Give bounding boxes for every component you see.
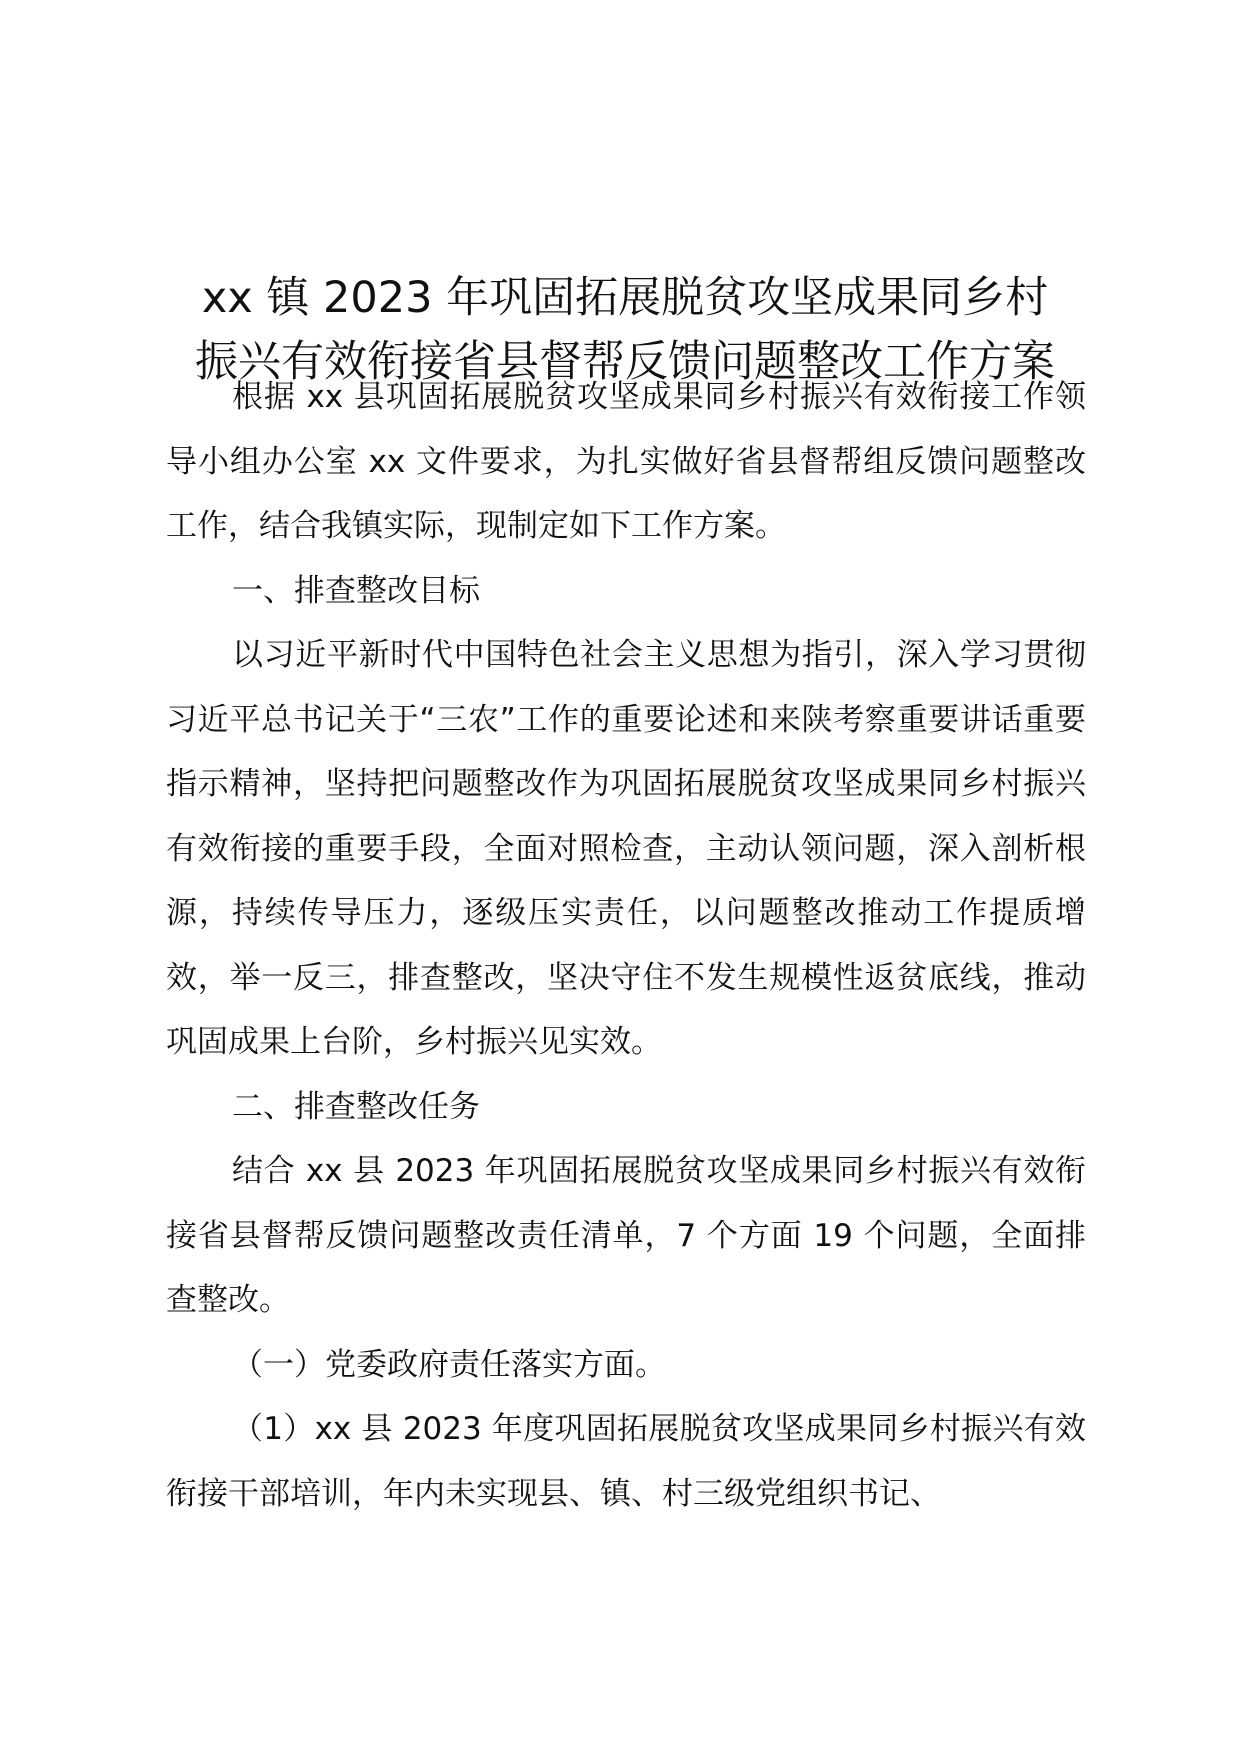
- section-heading-1: 一、排查整改目标: [232, 572, 480, 609]
- intro-paragraph: 根据 xx 县巩固拓展脱贫攻坚成果同乡村振兴有效衔接工作领导小组办公室 xx 文件要求，为扎实做好省县督帮组反馈问题整改工作，结合我镇实际，现制定如下工作方案。: [166, 379, 1086, 544]
- goal-paragraph: 以习近平新时代中国特色社会主义思想为指引，深入学习贯彻习近平总书记关于“三农”工作的重要论述和来陕考察重要讲话重要指示精神，坚持把问题整改作为巩固拓展脱贫攻坚成果同乡村振兴有效衔接的重要手段，全面对照检查，主动认领问题，深入剖析根源，持续传导压力，逐级压实责任，以问题整改推动工作提质增效，举一反三，排查整改，坚决守住不发生规模性返贫底线，推动巩固成果上台阶，乡村振兴见实效。: [166, 637, 1086, 1060]
- document-body: [166, 365, 1086, 1526]
- title-line-1: xx 镇 2023 年巩固拓展脱贫攻坚成果同乡村: [201, 272, 1049, 323]
- task-paragraph: 结合 xx 县 2023 年巩固拓展脱贫攻坚成果同乡村振兴有效衔接省县督帮反馈问题整改责任清单，7 个方面 19 个问题，全面排查整改。: [166, 1153, 1086, 1318]
- section-heading-2: 二、排查整改任务: [232, 1088, 480, 1125]
- subsection-heading-1: （一）党委政府责任落实方面。: [232, 1346, 666, 1383]
- item-paragraph-1: （1）xx 县 2023 年度巩固拓展脱贫攻坚成果同乡村振兴有效衔接干部培训，年内未实现县、镇、村三级党组织书记、: [166, 1411, 1086, 1512]
- title-line-2: 振兴有效衔接省县督帮反馈问题整改工作方案: [195, 336, 1055, 387]
